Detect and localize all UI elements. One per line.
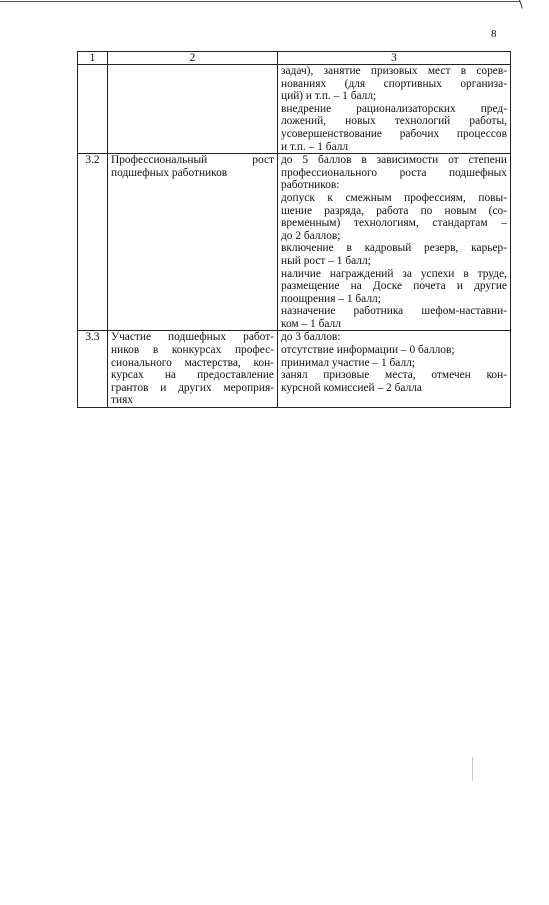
- scoring-line: назначение работника шефом-наставни-: [281, 305, 507, 318]
- column-header-2: 2: [108, 52, 278, 65]
- scoring-line: внедрение рационализаторских пред-: [281, 102, 507, 115]
- scoring-line: шение разряда, работа по новым (со-: [281, 204, 507, 217]
- description-line: ников в конкурсах профес-: [111, 344, 274, 357]
- description-line: Участие подшефных работ-: [111, 331, 274, 344]
- table-body: [78, 65, 511, 408]
- scan-artifact-line: [472, 757, 473, 781]
- criterion-description: [108, 65, 278, 154]
- scoring-line: ком – 1 балл: [281, 317, 341, 330]
- description-line: Профессиональный рост: [111, 154, 274, 167]
- scoring-line: временным) технологиям, стандартам –: [281, 217, 507, 230]
- table-header-row: [78, 52, 511, 65]
- criteria-table: [77, 51, 511, 408]
- scoring-line: допуск к смежным профессиям, повы-: [281, 191, 507, 204]
- corner-mark: [519, 0, 523, 9]
- top-border-line: [0, 1, 520, 2]
- scoring-line: занял призовые места, отмечен кон-: [281, 369, 507, 382]
- column-header-1: 1: [78, 52, 108, 65]
- scoring-line: до 2 баллов;: [281, 229, 341, 242]
- scoring-line: до 5 баллов в зависимости от степени: [281, 154, 507, 167]
- scoring-line: поощрения – 1 балл;: [281, 292, 381, 305]
- column-header-3: 3: [278, 52, 511, 65]
- description-line: подшефных работников: [111, 166, 228, 179]
- description-line: тиях: [111, 394, 134, 407]
- scoring-line: работников:: [281, 179, 340, 192]
- scoring-line: отсутствие информации – 0 баллов;: [281, 344, 455, 357]
- scoring-line: ций) и т.п. – 1 балл;: [281, 90, 377, 103]
- scoring-text: [278, 331, 511, 408]
- row-number: 3.2: [78, 154, 108, 331]
- scoring-line: ложений, новых технологий работы,: [281, 115, 507, 128]
- scoring-line: и т.п. – 1 балл: [281, 140, 349, 153]
- scoring-line: ный рост – 1 балл;: [281, 254, 371, 267]
- scoring-line: до 3 баллов:: [281, 331, 341, 344]
- criterion-description: [108, 331, 278, 408]
- scoring-line: профессионального роста подшефных: [281, 166, 507, 179]
- table-row: [78, 331, 511, 408]
- scoring-text: [278, 65, 511, 154]
- row-number: 3.3: [78, 331, 108, 408]
- scoring-line: наличие награждений за успехи в труде,: [281, 267, 507, 280]
- scoring-text: [278, 154, 511, 331]
- scoring-line: нованиях (для спортивных организа-: [281, 77, 507, 90]
- description-line: курсах на предоставление: [111, 369, 274, 382]
- scoring-line: размещение на Доске почета и другие: [281, 280, 507, 293]
- scoring-line: включение в кадровый резерв, карьер-: [281, 242, 507, 255]
- scoring-line: курсной комиссией – 2 балла: [281, 381, 422, 394]
- description-line: грантов и других мероприя-: [111, 381, 274, 394]
- page-number: 8: [491, 28, 497, 40]
- scoring-line: усовершенствование рабочих процессов: [281, 127, 507, 140]
- row-number: [78, 65, 108, 154]
- scoring-line: принимал участие – 1 балл;: [281, 356, 415, 369]
- description-line: сионального мастерства, кон-: [111, 356, 274, 369]
- table-row: [78, 65, 511, 154]
- criterion-description: [108, 154, 278, 331]
- table-row: [78, 154, 511, 331]
- scoring-line: задач), занятие призовых мест в сорев-: [281, 65, 507, 77]
